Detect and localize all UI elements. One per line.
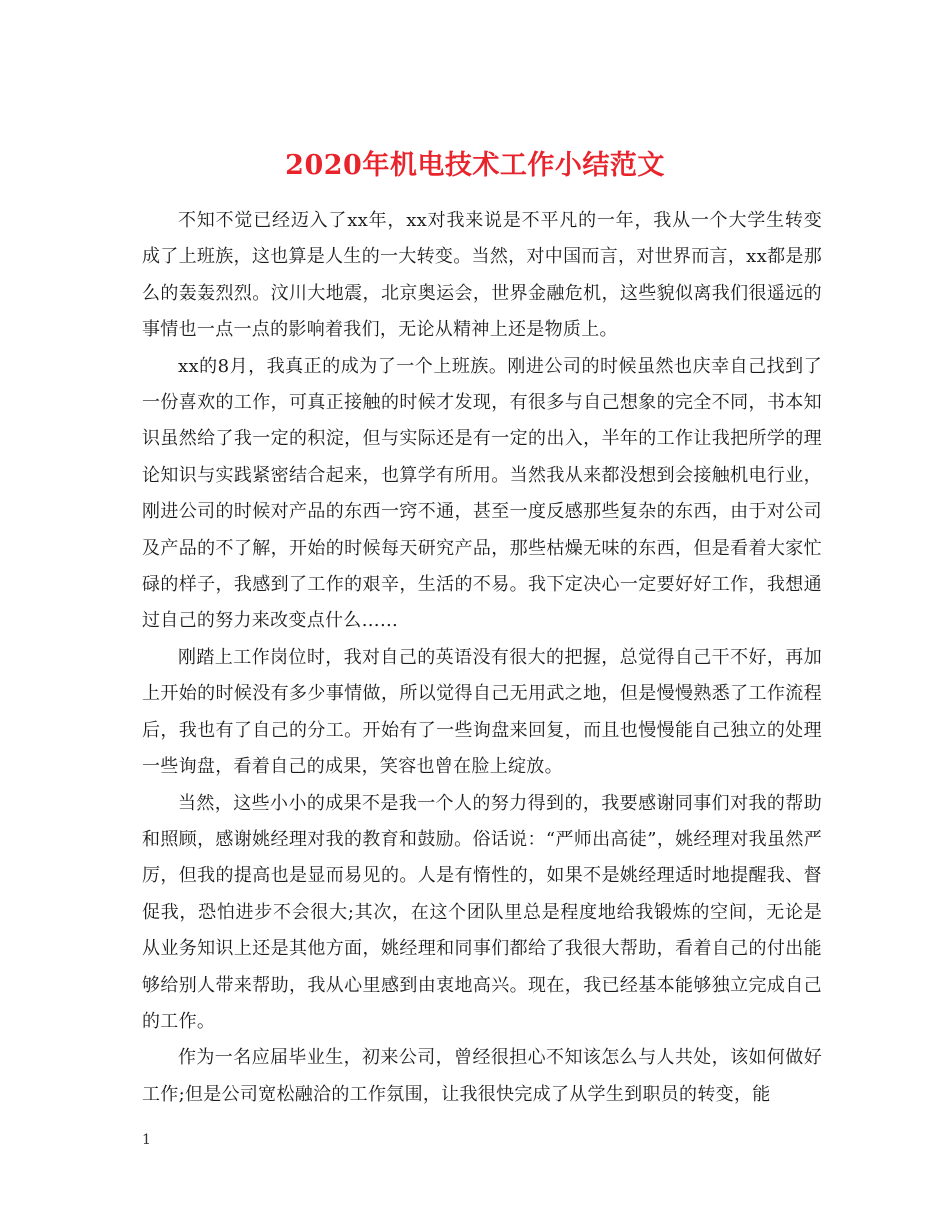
paragraph-3: 刚踏上工作岗位时，我对自己的英语没有很大的把握，总觉得自己干不好，再加上开始的时候没有多少事情做，所以觉得自己无用武之地，但是慢慢熟悉了工作流程后，我也有了自己的分工。开始有了一些询盘来回复，而且也慢慢能自己独立的处理一些询盘，看着自己的成果，笑容也曾在脸上绽放。 (142, 646, 822, 778)
paragraph-1: 不知不觉已经迈入了xx年，xx对我来说是不平凡的一年，我从一个大学生转变成了上班族，这也算是人生的一大转变。当然，对中国而言，对世界而言，xx都是那么的轰轰烈烈。汶川大地震，北京奥运会，世界金融危机，这些貌似离我们很遥远的事情也一点一点的影响着我们，无论从精神上还是物质上。 (142, 210, 822, 341)
paragraph-4: 当然，这些小小的成果不是我一个人的努力得到的，我要感谢同事们对我的帮助和照顾，感谢姚经理对我的教育和鼓励。俗话说：“严师出高徒”，姚经理对我虽然严厉，但我的提高也是显而易见的。人是有惰性的，如果不是姚经理适时地提醒我、督促我，恐怕进步不会很大;其次，在这个团队里总是程度地给我锻炼的空间，无论是从业务知识上还是其他方面，姚经理和同事们都给了我很大帮助，看着自己的付出能够给别人带来帮助，我从心里感到由衷地高兴。现在，我已经基本能够独立完成自己的工作。 (142, 792, 822, 1032)
paragraph-2: xx的8月，我真正的成为了一个上班族。刚进公司的时候虽然也庆幸自己找到了一份喜欢的工作，可真正接触的时候才发现，有很多与自己想象的完全不同，书本知识虽然给了我一定的积淀，但与实际还是有一定的出入，半年的工作让我把所学的理论知识与实践紧密结合起来，也算学有所用。当然我从来都没想到会接触机电行业，刚进公司的时候对产品的东西一窍不通，甚至一度反感那些复杂的东西，由于对公司及产品的不了解，开始的时候每天研究产品，那些枯燥无味的东西，但是看着大家忙碌的样子，我感到了工作的艰辛，生活的不易。我下定决心一定要好好工作，我想通过自己的努力来改变点什么…… (142, 355, 822, 632)
document-body (142, 203, 822, 1113)
page-number: 1 (142, 1132, 151, 1148)
paragraph-5: 作为一名应届毕业生，初来公司，曾经很担心不知该怎么与人共处，该如何做好工作;但是公司宽松融洽的工作氛围，让我很快完成了从学生到职员的转变，能 (142, 1047, 822, 1105)
document-title: 2020年机电技术工作小结范文 (285, 150, 665, 182)
